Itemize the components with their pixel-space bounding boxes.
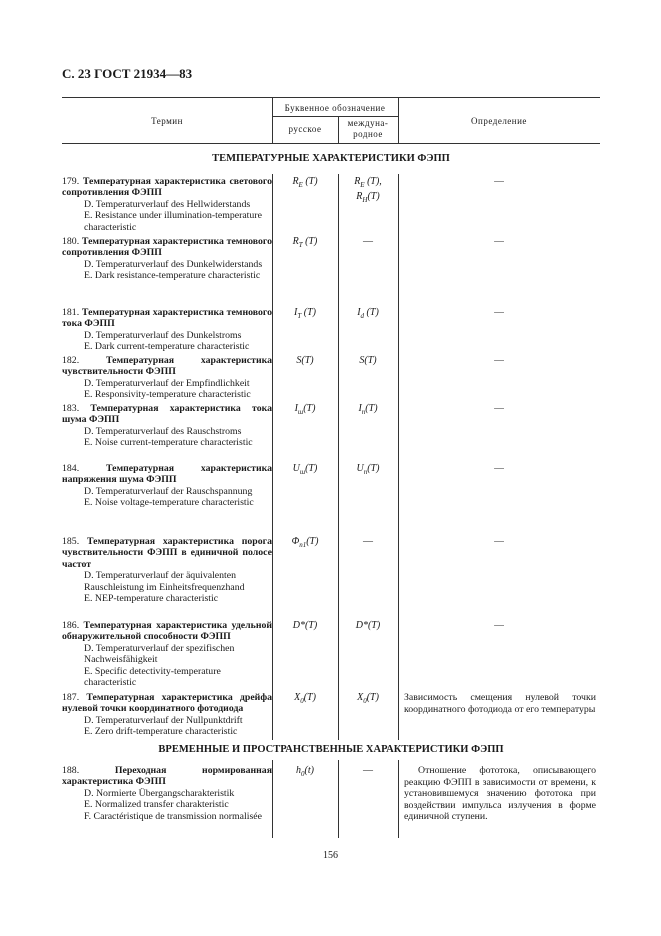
page-number: 156	[323, 850, 338, 861]
symbol-international: $I_d$ (T)	[357, 307, 379, 320]
definition-text: —	[494, 355, 504, 366]
symbol-international: —	[363, 765, 373, 776]
term-entry	[62, 765, 272, 822]
term-title: 183. Температурная характеристика тока шума ФЭПП	[62, 403, 272, 426]
letter-designation-header: Буквенное обозначение	[284, 103, 386, 113]
column-divider	[272, 174, 273, 740]
international-header-line: междуна-	[347, 118, 389, 128]
term-german: D. Normierte Übergangscharakteristik	[84, 787, 235, 799]
definition-column-header: Определение	[471, 116, 527, 126]
definition-text: —	[494, 620, 504, 631]
section-title: ВРЕМЕННЫЕ И ПРОСТРАНСТВЕННЫЕ ХАРАКТЕРИСТИКИ ФЭПП	[158, 744, 504, 755]
term-title: 188. Переходная нормированная характеристика ФЭПП	[62, 765, 273, 788]
symbol-russian: $R_E$ (T)	[292, 176, 318, 189]
term-german: D. Temperaturverlauf des Dunkelwiderstands	[84, 258, 263, 270]
term-german: D. Temperaturverlauf des Rauschstroms	[84, 425, 242, 437]
international-column-header	[338, 118, 398, 140]
term-title: 180. Температурная характеристика темнового сопротивления ФЭПП	[62, 236, 273, 259]
term-entry	[62, 236, 272, 282]
term-title: 186. Температурная характеристика удельной обнаружительной способности ФЭПП	[62, 620, 273, 643]
symbol-international: $U_n(T)$	[356, 463, 380, 476]
symbol-international: —	[363, 236, 373, 247]
symbol-russian: D*(T)	[292, 620, 318, 631]
term-english: E. Dark current-temperature characteristic	[84, 341, 250, 353]
term-english: E. Noise current-temperature characteristic	[84, 437, 253, 449]
term-entry	[62, 536, 272, 604]
term-english: E. Noise voltage-temperature characteristic	[84, 497, 254, 509]
symbol-international: —	[363, 536, 373, 547]
term-english: E. Resistance under illumination-temperature characteristic	[84, 210, 262, 233]
term-entry	[62, 463, 272, 509]
page-header: С. 23 ГОСТ 21934—83	[62, 66, 193, 81]
header-bottom-rule	[62, 143, 600, 144]
term-german: D. Temperaturverlauf des Dunkelstroms	[84, 329, 242, 341]
definition-text: Отношение фототока, описывающего реакцию ФЭПП в зависимости от времени, к установившемуся значению фототока при воздействии импульса излучения в форме единичной ступени.	[404, 765, 596, 823]
term-entry	[62, 403, 272, 449]
symbol-russian: $X_0(T)$	[294, 692, 316, 705]
symbol-international: S(T)	[359, 355, 377, 366]
symbol-international: $X_0(T)$	[357, 692, 379, 705]
definition-text: Зависимость смещения нулевой точки координатного фотодиода от его температуры	[404, 692, 596, 715]
term-entry	[62, 620, 272, 688]
term-entry	[62, 307, 272, 353]
term-column-header: Термин	[151, 116, 183, 126]
term-german: D. Temperaturverlauf der Rauschspannung	[84, 485, 253, 497]
term-german: D. Temperaturverlauf der äquivalenten Rauschleistung im Einheitsfrequenzhand	[84, 570, 245, 593]
symbol-russian: $U_ш(T)$	[292, 463, 318, 476]
term-entry	[62, 355, 272, 401]
term-english: E. Zero drift-temperature characteristic	[84, 726, 238, 738]
term-entry	[62, 692, 272, 738]
term-title: 185. Температурная характеристика порога чувствительности ФЭПП в единичной полосе частот	[62, 536, 272, 570]
term-french: F. Caractéristique de transmission normalisée	[84, 810, 262, 822]
column-divider	[398, 174, 399, 740]
term-german: D. Temperaturverlauf der Empfindlichkeit	[84, 377, 250, 389]
definition-text: —	[494, 536, 504, 547]
symbol-russian: $h_0(t)$	[296, 765, 314, 778]
term-english: E. Dark resistance-temperature characteristic	[84, 270, 261, 282]
term-english: E. Specific detectivity-temperature characteristic	[84, 665, 221, 689]
term-german: D. Temperaturverlauf der Nullpunktdrift	[84, 714, 243, 726]
definition-text: —	[494, 307, 504, 318]
term-title: 182. Температурная характеристика чувствительности ФЭПП	[62, 355, 272, 378]
symbol-international: $R_E$ (T), $R_H(T)$	[354, 176, 382, 205]
definition-text: —	[494, 463, 504, 474]
term-title: 184. Температурная характеристика напряжения шума ФЭПП	[62, 463, 272, 486]
term-title: 181. Температурная характеристика темнового тока ФЭПП	[62, 307, 273, 330]
symbol-russian: $I_ш(T)$	[294, 403, 316, 416]
header-top-rule	[62, 97, 600, 98]
definition-text: —	[494, 236, 504, 247]
term-english: E. NEP-temperature characteristic	[84, 593, 219, 605]
symbol-international: D*(T)	[355, 620, 381, 631]
term-english: E. Responsivity-temperature characteristic	[84, 389, 251, 401]
term-german: D. Temperaturverlauf der spezifischen Nachweisfähigkeit	[84, 642, 235, 666]
header-mid-rule	[272, 116, 398, 117]
symbol-russian: S(T)	[296, 355, 314, 366]
section-title: ТЕМПЕРАТУРНЫЕ ХАРАКТЕРИСТИКИ ФЭПП	[212, 153, 450, 164]
definition-text: —	[494, 403, 504, 414]
symbol-russian: $I_T$ (T)	[294, 307, 316, 320]
term-english: E. Normalized transfer charakteristic	[84, 799, 229, 811]
column-divider	[338, 174, 339, 740]
symbol-international: $I_n(T)$	[358, 403, 378, 416]
international-header-line: родное	[353, 129, 383, 139]
symbol-russian: $R_T$ (T)	[292, 236, 318, 249]
definition-text: —	[494, 176, 504, 187]
term-title: 179. Температурная характеристика светового сопротивления ФЭПП	[62, 176, 272, 199]
term-entry	[62, 176, 272, 233]
term-german: D. Temperaturverlauf des Hellwiderstands	[84, 198, 251, 210]
symbol-russian: $\Phi_{п1}(T)$	[291, 536, 319, 549]
term-title: 187. Температурная характеристика дрейфа нулевой точки координатного фотодиода	[62, 692, 272, 715]
russian-column-header: русское	[288, 124, 322, 134]
